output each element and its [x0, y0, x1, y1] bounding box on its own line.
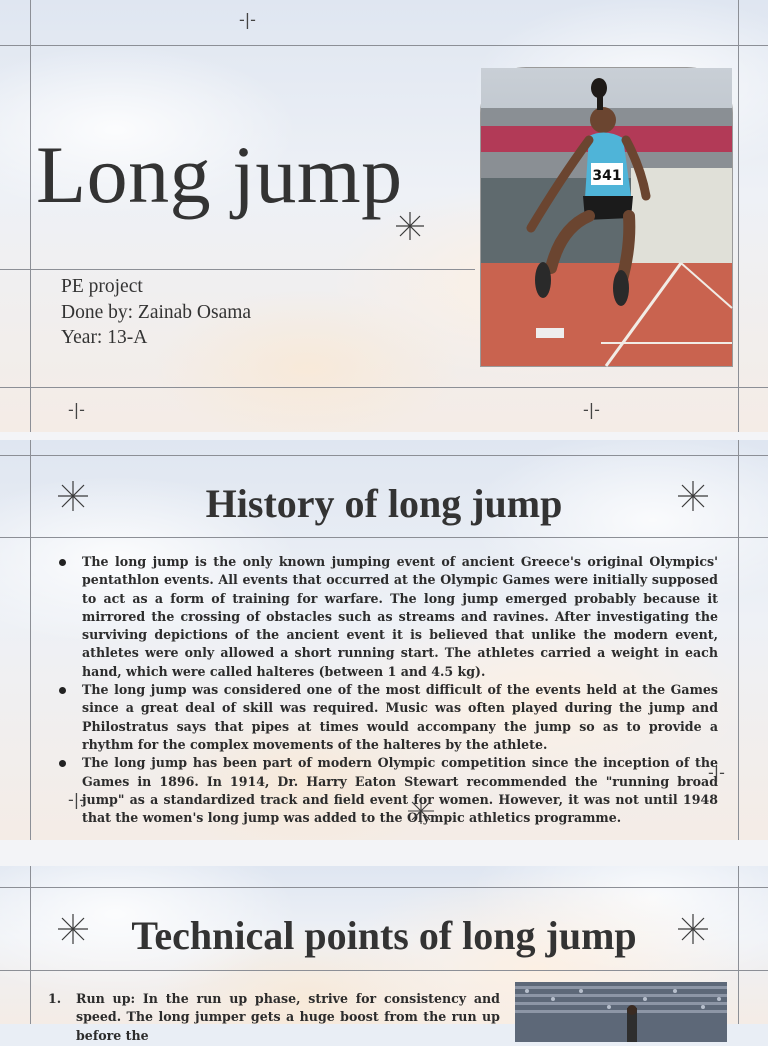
sparkle-star-icon: [408, 798, 434, 824]
grid-line: [738, 0, 739, 432]
stadium-crowd-illustration: [515, 982, 727, 1042]
list-item: The long jump is the only known jumping event of ancient Greece's original Olympics' pentathlon events. All events that occurred at the Olympic Games were initially supposed to act as a form of training for warfare. The long jump emerged probably because it mirrored the crossing of obstacles such as streams and ravines. After investigating the surviving depictions of the ancient event it is believed that unlike the modern event, athletes were only allowed a short running start. The athletes carried a weight in each hand, which were called halteres (between 1 and 4.5 kg).: [56, 553, 718, 681]
bib-number: 341: [592, 168, 622, 184]
list-item: The long jump has been part of modern Olympic competition since the inception of the Games in 1896. In 1914, Dr. Harry Eaton Stewart recommended the "running broad jump" as a standardized track and field event for women. However, it was not until 1948 that the women's long jump was added to the Olympic athletics programme.: [56, 754, 718, 827]
bullet-icon: [59, 760, 66, 767]
grid-line: [0, 537, 768, 538]
page-title: Long jump: [36, 129, 403, 220]
history-slide: [0, 440, 768, 840]
grid-line: [0, 269, 475, 270]
grid-line: [0, 455, 768, 456]
crosshair-icon: -|-: [68, 400, 85, 419]
section-heading: Technical points of long jump: [131, 913, 637, 958]
technical-points-list: [48, 990, 500, 1045]
slide-gap: [0, 840, 768, 866]
grid-line: [30, 0, 31, 432]
crosshair-icon: -|-: [68, 790, 85, 809]
crosshair-icon: -|-: [708, 763, 725, 782]
year-label: Year: 13-A: [61, 327, 148, 348]
bullet-icon: [59, 559, 66, 566]
list-item: The long jump was considered one of the most difficult of the events held at the Games since a great deal of skill was required. Music was often played during the jump and Philostratus says that pipes at times would accompany the jump so as to provide a rhythm for the complex movements of the halteres by the athlete.: [56, 681, 718, 754]
section-heading: History of long jump: [205, 481, 563, 526]
slide-gap: [0, 432, 768, 440]
grid-line: [0, 387, 768, 388]
title-slide: [0, 0, 768, 432]
list-item: 1. Run up: In the run up phase, strive for consistency and speed. The long jumper gets a huge boost from the run up before the: [48, 991, 500, 1043]
project-label: PE project: [61, 276, 143, 297]
history-bullet-list: [56, 553, 718, 827]
grid-line: [0, 45, 768, 46]
bullet-icon: [59, 687, 66, 694]
athlete-jump-illustration: [481, 68, 732, 366]
technical-points-slide: [0, 866, 768, 1043]
author-label: Done by: Zainab Osama: [61, 301, 252, 323]
grid-line: [0, 887, 768, 888]
stadium-photo: [515, 982, 727, 1042]
athlete-photo: [480, 67, 733, 367]
crosshair-icon: -|-: [583, 400, 600, 419]
grid-line: [0, 970, 768, 971]
crosshair-icon: -|-: [239, 10, 256, 29]
project-info: [61, 274, 251, 351]
